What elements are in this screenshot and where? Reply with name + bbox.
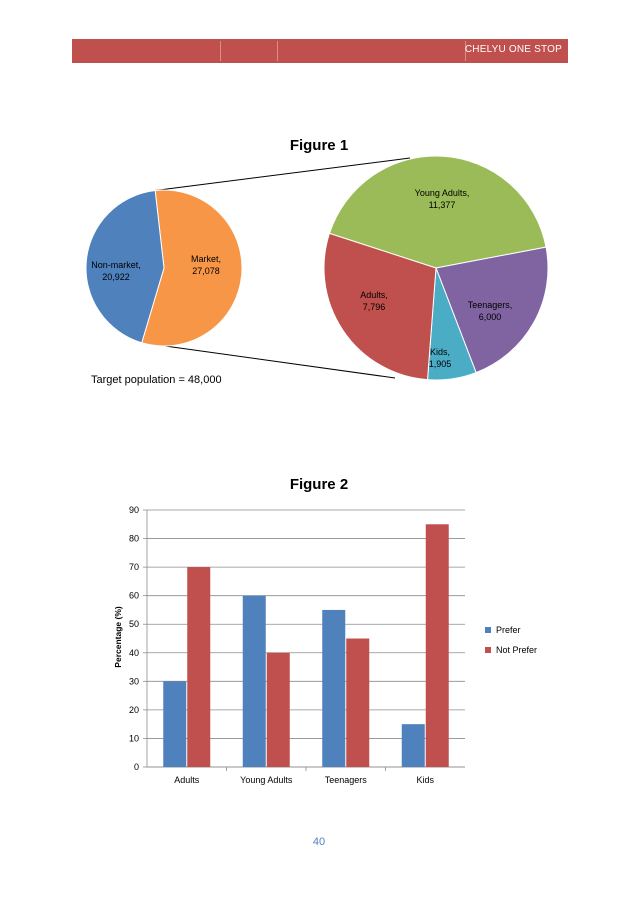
x-tick-label: Teenagers <box>324 775 367 785</box>
y-tick-label: 40 <box>128 647 139 658</box>
young-adults-label: Young Adults, 11,377 <box>414 188 470 210</box>
adults-label: Adults, 7,796 <box>360 290 388 312</box>
bar-prefer <box>163 681 186 767</box>
x-tick-label: Kids <box>416 775 435 785</box>
y-tick-label: 50 <box>128 619 139 630</box>
y-tick-label: 60 <box>128 590 139 601</box>
y-tick-label: 20 <box>128 704 139 715</box>
header-label: CHELYU ONE STOP <box>464 44 562 55</box>
bar-prefer <box>243 596 266 767</box>
bar-y-tick-labels <box>129 505 139 772</box>
figure1-pie-charts <box>0 140 638 400</box>
non-market-label: Non-market, 20,922 <box>91 260 141 282</box>
bar-prefer <box>402 724 425 767</box>
figure1-title: Figure 1 <box>289 137 349 154</box>
y-tick-label: 10 <box>128 733 139 744</box>
target-population-note: Target population = 48,000 <box>91 374 222 386</box>
header-divider <box>220 41 221 61</box>
bar-not-prefer <box>426 524 449 767</box>
y-tick-label: 70 <box>128 562 139 573</box>
figure2-bar-chart <box>0 500 638 800</box>
header-divider <box>277 41 278 61</box>
legend-label: Prefer <box>496 625 521 635</box>
x-tick-label: Adults <box>174 775 200 785</box>
market-pie <box>86 190 242 346</box>
y-tick-label: 30 <box>128 676 139 687</box>
bar-x-tick-labels <box>174 775 434 785</box>
market-breakdown-pie <box>324 156 548 380</box>
teenagers-label: Teenagers, 6,000 <box>467 300 513 322</box>
bar-y-axis-label: Percentage (%) <box>113 606 123 668</box>
market-label: Market, 27,078 <box>190 254 222 276</box>
x-tick-label: Young Adults <box>240 775 293 785</box>
y-tick-label: 90 <box>128 505 139 515</box>
legend-swatch <box>485 647 491 653</box>
legend-label: Not Prefer <box>496 645 538 655</box>
figure2-title: Figure 2 <box>289 476 349 493</box>
bar-not-prefer <box>267 653 290 767</box>
bar-not-prefer <box>187 567 210 767</box>
page-number: 40 <box>312 836 326 848</box>
bar-prefer <box>322 610 345 767</box>
bar-marks <box>163 524 449 767</box>
y-tick-label: 0 <box>133 762 139 772</box>
header-band <box>72 39 568 63</box>
y-tick-label: 80 <box>128 533 139 544</box>
kids-label: Kids, 1,905 <box>428 347 452 369</box>
legend-swatch <box>485 627 491 633</box>
bar-not-prefer <box>346 639 369 768</box>
bar-legend <box>485 625 537 655</box>
